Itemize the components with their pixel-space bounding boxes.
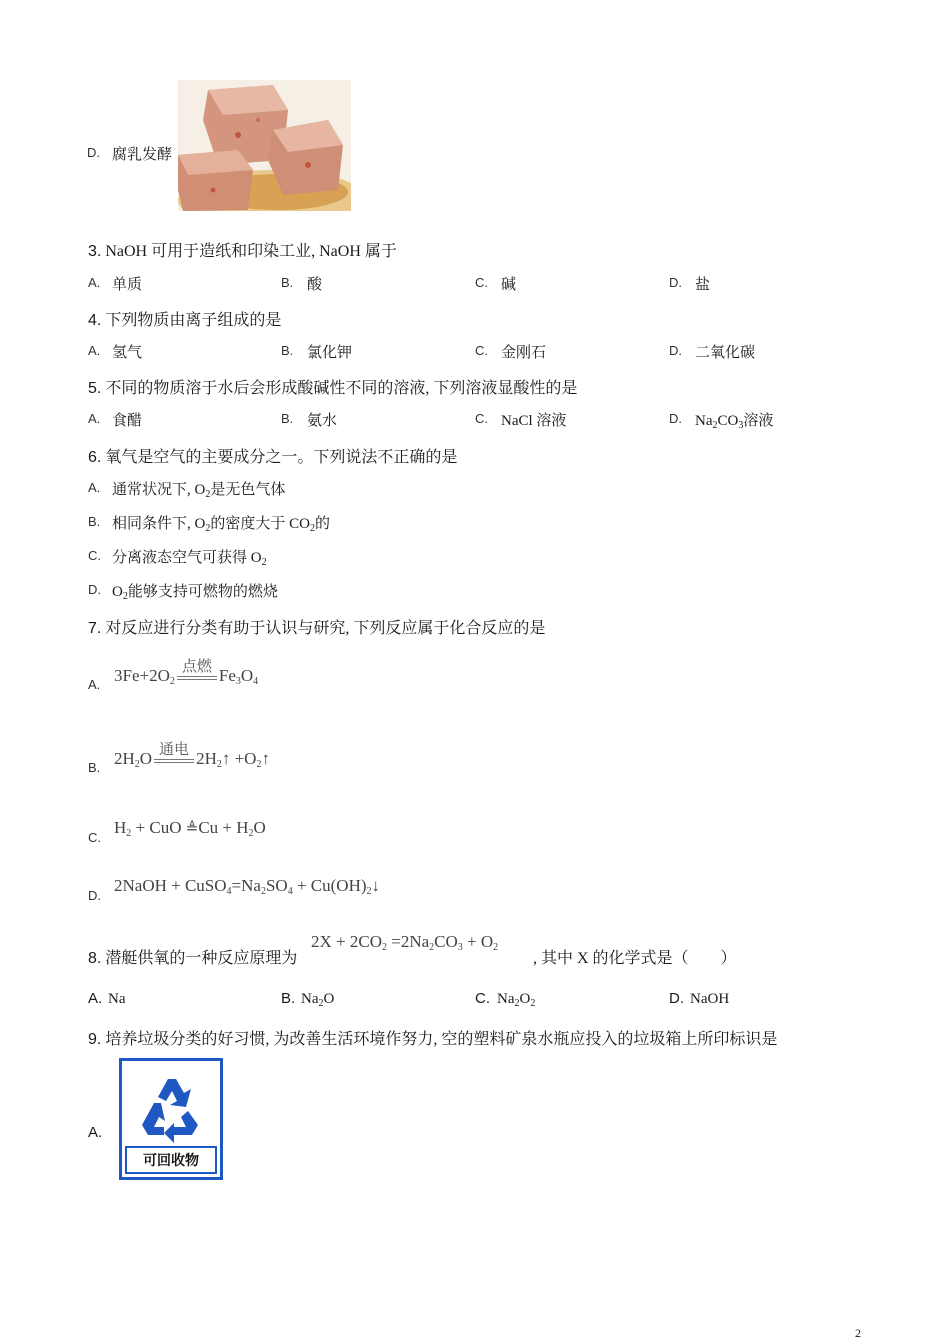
option-letter: C.: [475, 990, 490, 1007]
option-text: 相同条件下, $O_2$的密度大于 $CO_2$的: [112, 516, 330, 534]
option-text: $Na_2CO_3$溶液: [695, 413, 774, 431]
option-letter: B.: [281, 411, 294, 426]
question-text: 对反应进行分类有助于认识与研究, 下列反应属于化合反应的是: [105, 620, 546, 637]
option-letter: A.: [88, 275, 101, 290]
question-text: 氧气是空气的主要成分之一。下列说法不正确的是: [105, 449, 458, 466]
option-letter: C.: [88, 830, 101, 845]
question-number: 7.: [88, 620, 102, 637]
option-letter: D.: [669, 990, 684, 1007]
option-text: 食醋: [112, 413, 143, 429]
question-7: [88, 615, 545, 638]
option-text: 氨水: [307, 413, 338, 429]
option-text: Na: [108, 991, 126, 1007]
equation-q8: $2X + 2CO_2 =2Na_2CO_3 + O_2$: [311, 932, 499, 953]
question-number: 8.: [88, 950, 102, 967]
question-text: 不同的物质溶于水后会形成酸碱性不同的溶液, 下列溶液显酸性的是: [105, 380, 578, 397]
question-8: [88, 945, 297, 968]
option-text: 盐: [695, 277, 711, 293]
option-text: 碱: [501, 277, 517, 293]
option-letter: D.: [669, 275, 682, 290]
question-number: 4.: [88, 312, 102, 329]
option-text: 单质: [112, 277, 143, 293]
option-letter: D.: [669, 411, 682, 426]
option-letter: A.: [88, 480, 101, 495]
question-3: [88, 238, 397, 261]
option-letter: A.: [88, 343, 101, 358]
option-text: 氢气: [112, 345, 143, 361]
question-number: 9.: [88, 1031, 102, 1048]
equation-a: $3Fe+2O_2$ 点燃 $Fe_3O_4$: [114, 666, 258, 687]
option-text: NaCl 溶液: [501, 413, 567, 429]
option-text: 分离液态空气可获得 $O_2$: [112, 550, 267, 568]
option-letter: D.: [88, 888, 101, 903]
page-number: 2: [855, 1326, 861, 1340]
option-text: 通常状况下, $O_2$是无色气体: [112, 482, 286, 500]
question-number: 6.: [88, 449, 102, 466]
option-letter: A.: [88, 677, 101, 692]
option-text: 氯化钾: [307, 345, 353, 361]
question-text: 培养垃圾分类的好习惯, 为改善生活环境作努力, 空的塑料矿泉水瓶应投入的垃圾箱上所印标识是: [105, 1031, 778, 1048]
option-text: 酸: [307, 277, 323, 293]
option-text: 金刚石: [501, 345, 547, 361]
question-text: 潜艇供氧的一种反应原理为: [105, 950, 298, 967]
recycle-sign: [119, 1058, 223, 1180]
option-letter: C.: [475, 343, 488, 358]
option-letter: D.: [88, 582, 101, 597]
option-letter: C.: [475, 275, 488, 290]
option-letter: D.: [669, 343, 682, 358]
option-text: $O_2$能够支持可燃物的燃烧: [112, 584, 278, 602]
option-text: NaOH: [690, 991, 730, 1007]
tofu-image: [178, 80, 351, 211]
question-number: 3.: [88, 243, 102, 260]
option-text: $Na_2O$: [301, 991, 335, 1009]
option-text: 腐乳发酵: [112, 147, 173, 163]
option-letter: A.: [88, 990, 103, 1007]
condition-text: 点燃: [181, 659, 212, 676]
question-9: [88, 1026, 777, 1049]
question-text-tail: , 其中 X 的化学式是（ ）: [533, 950, 737, 967]
option-letter: B.: [281, 343, 294, 358]
option-letter: C.: [475, 411, 488, 426]
equation-c: $H_2$ + CuO ≜Cu + $H_2O$: [114, 818, 266, 839]
option-letter: D.: [87, 145, 100, 160]
equation-d: 2NaOH + $CuSO_4=Na_2SO_4$ + $Cu(OH)_2↓$: [114, 876, 381, 897]
option-letter: C.: [88, 548, 101, 563]
equation-b: $2H_2O$ 通电 $2H_2↑$ $+O_2↑$: [114, 749, 270, 770]
question-4: [88, 307, 281, 330]
option-letter: B.: [88, 514, 101, 529]
option-letter: A.: [88, 1124, 103, 1141]
option-letter: B.: [281, 275, 294, 290]
option-letter: A.: [88, 411, 101, 426]
option-text: $Na_2O_2$: [497, 991, 536, 1009]
condition-text: 通电: [159, 742, 190, 759]
question-text: NaOH 可用于造纸和印染工业, NaOH 属于: [105, 243, 397, 260]
option-letter: B.: [88, 760, 101, 775]
question-5: [88, 375, 577, 398]
question-number: 5.: [88, 380, 102, 397]
question-text: 下列物质由离子组成的是: [105, 312, 282, 329]
question-6: [88, 444, 457, 467]
sign-label: 可回收物: [125, 1146, 217, 1174]
option-letter: B.: [281, 990, 296, 1007]
recycle-icon: [128, 1067, 214, 1149]
option-text: 二氧化碳: [695, 345, 756, 361]
